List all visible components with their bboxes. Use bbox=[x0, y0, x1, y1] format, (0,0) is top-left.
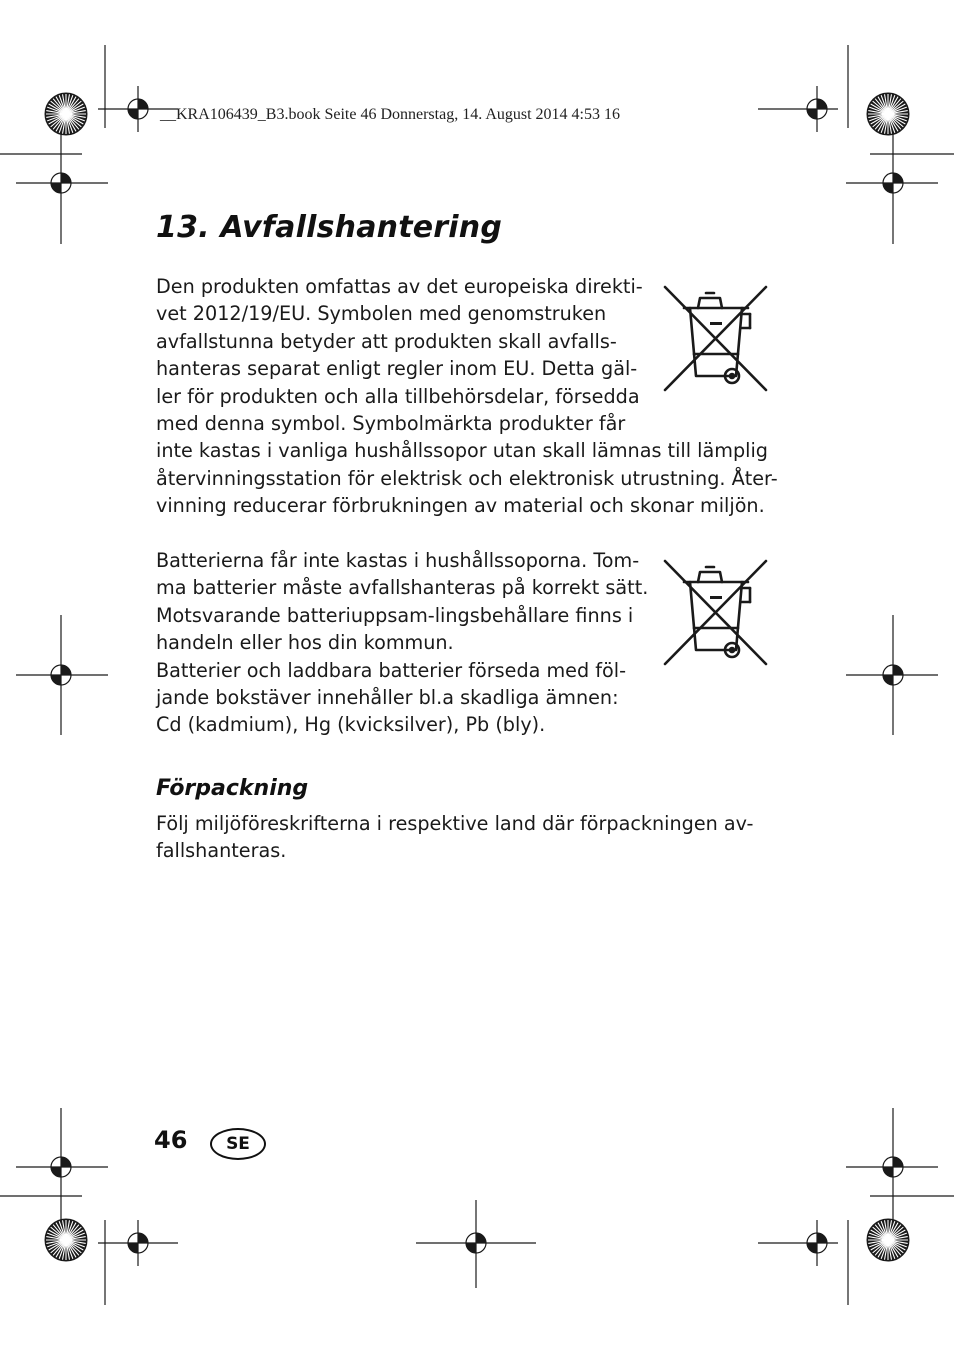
text-line: Motsvarande batteriuppsam-lingsbehållare finns i bbox=[156, 604, 634, 627]
printer-color-starburst-icon bbox=[44, 1218, 88, 1262]
printer-color-starburst-icon bbox=[866, 1218, 910, 1262]
text-line: Batterierna får inte kastas i hushållssoporna. Tom- bbox=[156, 549, 640, 572]
crop-registration-mark-icon bbox=[416, 1200, 536, 1288]
crop-registration-mark-icon bbox=[16, 615, 108, 735]
crop-registration-mark-icon bbox=[758, 86, 838, 132]
text-line: ler för produkten och alla tillbehörsdelar, försedda bbox=[156, 385, 640, 408]
crop-registration-mark-icon bbox=[846, 124, 938, 244]
text-line: vet 2012/19/EU. Symbolen med genomstruken bbox=[156, 302, 607, 325]
text-line: fallshanteras. bbox=[156, 839, 287, 862]
crop-registration-mark-icon bbox=[846, 615, 938, 735]
text-line: Batterier och laddbara batterier förseda med föl- bbox=[156, 659, 627, 682]
page-number: 46 bbox=[154, 1126, 188, 1154]
printer-color-starburst-icon bbox=[44, 92, 88, 136]
crop-registration-mark-icon bbox=[758, 1220, 838, 1266]
printer-color-starburst-icon bbox=[866, 92, 910, 136]
language-badge: SE bbox=[210, 1128, 266, 1160]
text-line: Den produkten omfattas av det europeiska direkti- bbox=[156, 275, 643, 298]
text-line: Cd (kadmium), Hg (kvicksilver), Pb (bly). bbox=[156, 713, 546, 736]
text-line: avfallstunna betyder att produkten skall avfalls- bbox=[156, 330, 617, 353]
text-line: med denna symbol. Symbolmärkta produkter får bbox=[156, 412, 626, 435]
section-title: 13. Avfallshantering bbox=[156, 210, 502, 245]
text-line: jande bokstäver innehåller bl.a skadliga ämnen: bbox=[156, 686, 619, 709]
crop-registration-mark-icon bbox=[98, 86, 178, 132]
text-line: återvinningsstation för elektrisk och elektronisk utrustning. Åter- bbox=[156, 467, 778, 490]
text-line: Följ miljöföreskrifterna i respektive land där förpackningen av- bbox=[156, 812, 754, 835]
crop-registration-mark-icon bbox=[846, 1108, 938, 1228]
crop-registration-mark-icon bbox=[16, 124, 108, 244]
text-line: inte kastas i vanliga hushållssopor utan skall lämnas till lämplig bbox=[156, 439, 768, 462]
crop-registration-mark-icon bbox=[98, 1220, 178, 1266]
text-line: handeln eller hos din kommun. bbox=[156, 631, 454, 654]
subheading-packaging: Förpackning bbox=[156, 776, 309, 801]
print-slug: __KRA106439_B3.book Seite 46 Donnerstag, 14. August 2014 4:53 16 bbox=[160, 106, 620, 123]
crop-registration-mark-icon bbox=[16, 1108, 108, 1228]
text-line: vinning reducerar förbrukningen av material och skonar miljön. bbox=[156, 494, 765, 517]
text-line: hanteras separat enligt regler inom EU. Detta gäl- bbox=[156, 357, 638, 380]
text-line: ma batterier måste avfallshanteras på korrekt sätt. bbox=[156, 576, 649, 599]
